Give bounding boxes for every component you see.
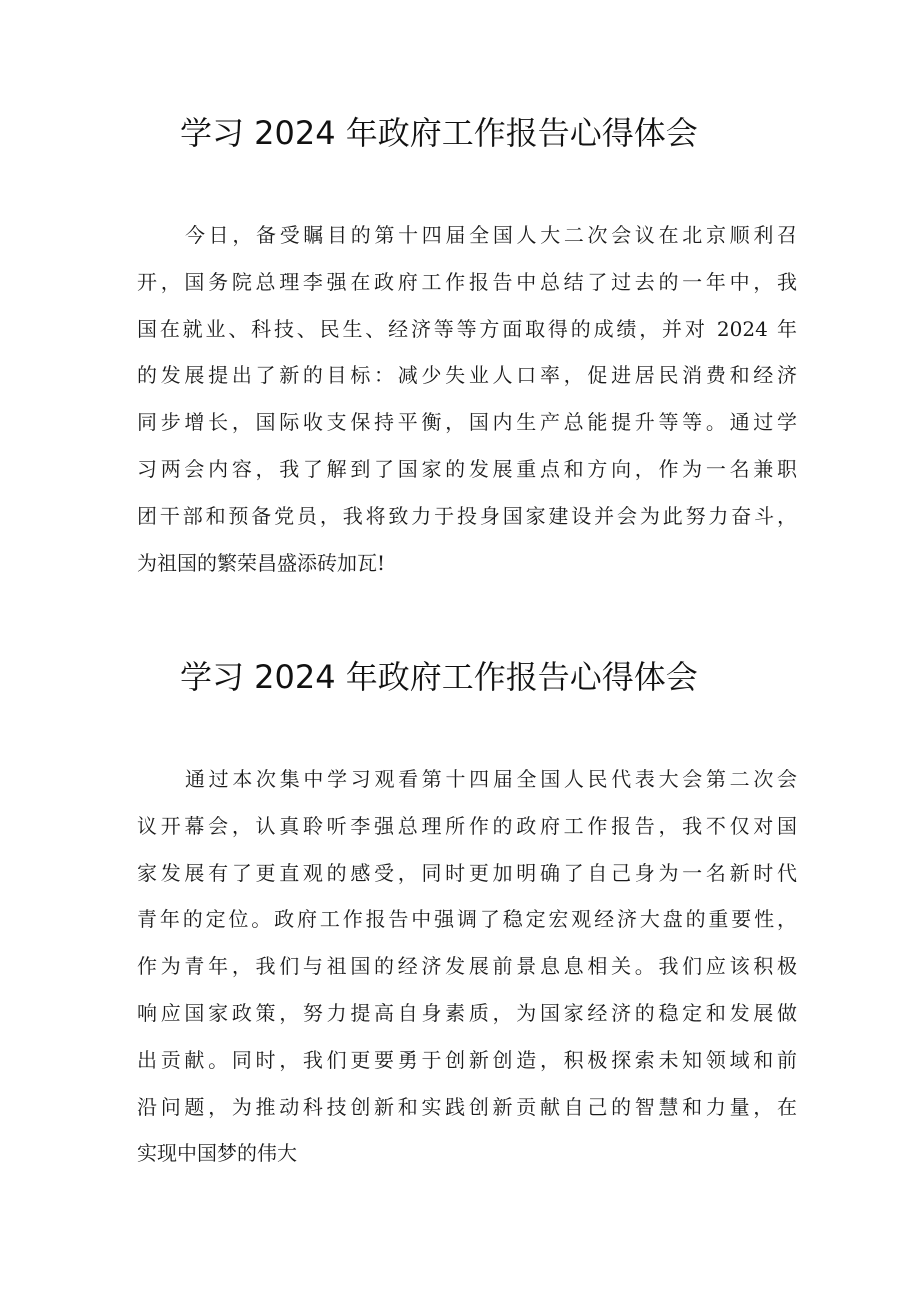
text-line: 响应国家政策，努力提高自身素质，为国家经济的稳定和发展做 xyxy=(137,1000,797,1025)
text-line: 沿问题，为推动科技创新和实践创新贡献自己的智慧和力量，在 xyxy=(137,1094,797,1119)
text-line: 团干部和预备党员，我将致力于投身国家建设并会为此努力奋斗， xyxy=(137,503,797,528)
paragraph xyxy=(137,756,797,1177)
text-line: 今日，备受瞩目的第十四届全国人大二次会议在北京顺利召 xyxy=(185,223,797,247)
text-line: 议开幕会，认真聆听李强总理所作的政府工作报告，我不仅对国 xyxy=(137,813,797,838)
text-line: 实现中国梦的伟大 xyxy=(137,1141,297,1166)
text-line: 青年的定位。政府工作报告中强调了稳定宏观经济大盘的重要性， xyxy=(137,907,797,932)
text-line: 国在就业、科技、民生、经济等等方面取得的成绩，并对 2024 年 xyxy=(137,316,797,341)
text-line: 通过本次集中学习观看第十四届全国人民代表大会第二次会 xyxy=(185,767,797,791)
text-line: 出贡献。同时，我们更要勇于创新创造，积极探索未知领域和前 xyxy=(137,1047,797,1072)
text-line: 的发展提出了新的目标：减少失业人口率，促进居民消费和经济 xyxy=(137,363,797,388)
text-line: 习两会内容，我了解到了国家的发展重点和方向，作为一名兼职 xyxy=(137,456,797,481)
text-line: 作为青年，我们与祖国的经济发展前景息息相关。我们应该积极 xyxy=(137,954,797,979)
text-line: 同步增长，国际收支保持平衡，国内生产总能提升等等。通过学 xyxy=(137,410,797,435)
section-title: 学习 2024 年政府工作报告心得体会 xyxy=(180,114,698,152)
text-line: 为祖国的繁荣昌盛添砖加瓦! xyxy=(137,550,386,575)
text-line: 开，国务院总理李强在政府工作报告中总结了过去的一年中，我 xyxy=(137,269,797,294)
section-title: 学习 2024 年政府工作报告心得体会 xyxy=(180,658,698,696)
paragraph xyxy=(137,212,797,586)
text-line: 家发展有了更直观的感受，同时更加明确了自己身为一名新时代 xyxy=(137,860,797,885)
